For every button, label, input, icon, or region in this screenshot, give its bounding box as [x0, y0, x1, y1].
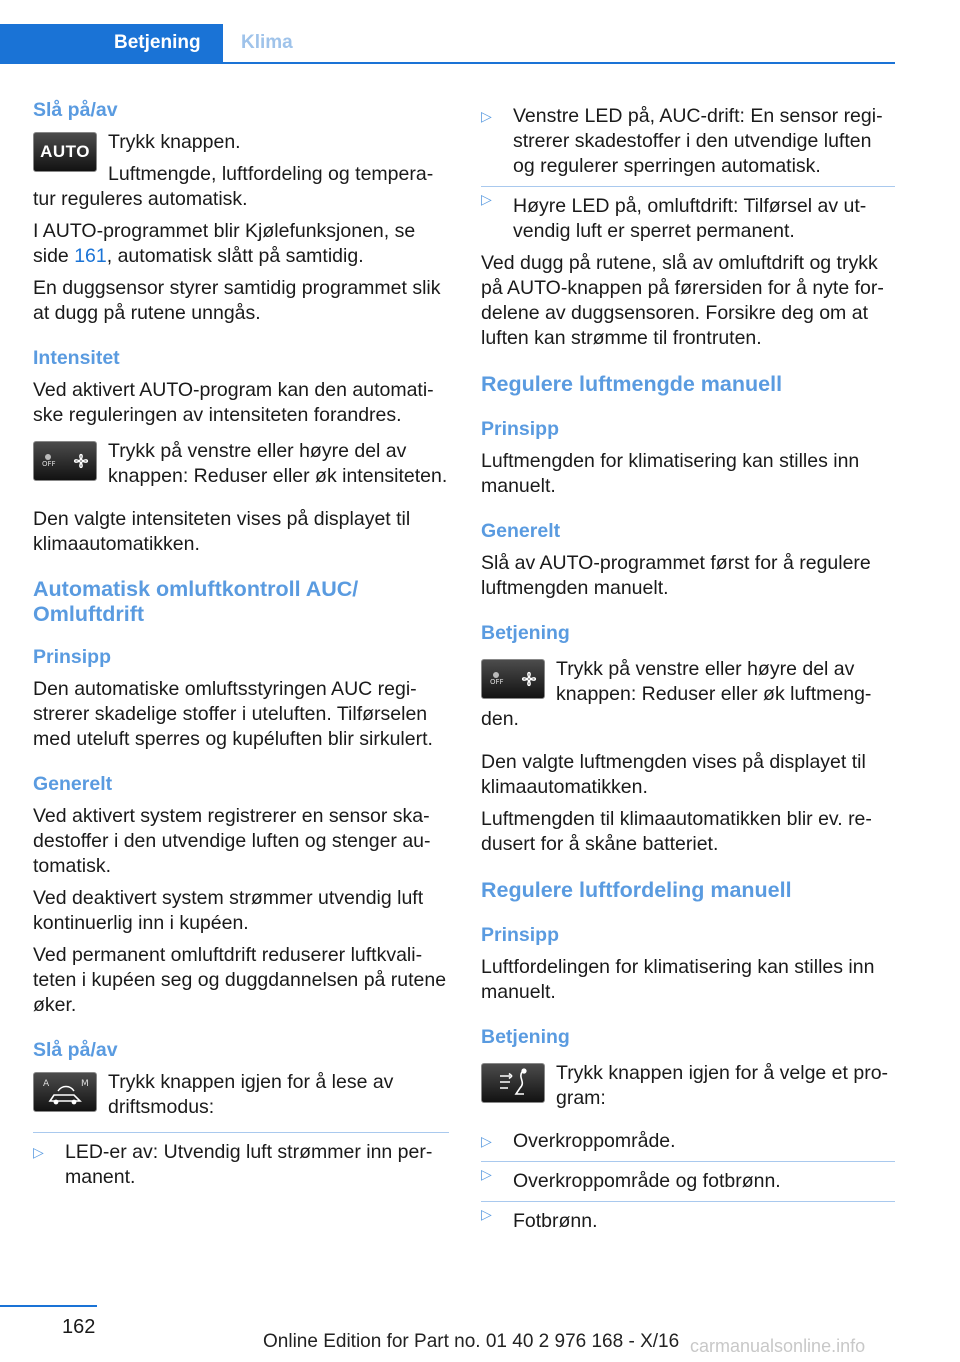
subheading-prinsipp: Prinsipp: [33, 646, 112, 668]
triangle-bullet-icon: ▷: [481, 191, 492, 207]
list-item: ▷ Høyre LED på, omluftdrift: Tilførsel av utvendig luft er sperret permanent.: [481, 186, 895, 244]
list-item: ▷ LED-er av: Utvendig luft strømmer inn permanent.: [33, 1141, 433, 1188]
paragraph: Luftmengden for klimatisering kan stilles inn manuelt.: [481, 450, 860, 497]
paragraph: En duggsensor styrer samtidig programmet slik at dugg på rutene unngås.: [33, 277, 441, 324]
paragraph: Ved aktivert AUTO-program kan den automatiske reguleringen av intensiteten forandres.: [33, 379, 434, 426]
paragraph: Luftmengde, luftfordeling og temperatur reguleres automatisk.: [33, 163, 434, 210]
subheading-prinsipp: Prinsipp: [481, 924, 560, 946]
paragraph: Trykk knappen.: [108, 131, 241, 153]
paragraph: Ved aktivert system registrerer en sensor skadestoffer i den utvendige luften og stenger automatisk.: [33, 805, 431, 877]
tab-klima[interactable]: Klima: [241, 32, 293, 53]
bullet-list-led: [33, 1132, 449, 1190]
left-column: [33, 98, 449, 1197]
triangle-bullet-icon: ▷: [481, 108, 492, 124]
page-number: 162: [62, 1316, 96, 1338]
svg-text:OFF: OFF: [490, 678, 504, 686]
svg-text:A: A: [43, 1079, 50, 1089]
list-item: ▷ Overkroppområde og fotbrønn.: [481, 1161, 895, 1194]
tab-betjening[interactable]: Betjening: [0, 24, 223, 62]
subheading-generelt: Generelt: [481, 520, 561, 542]
header-tabs: [0, 24, 895, 64]
subheading-betjening: Betjening: [481, 1026, 570, 1048]
paragraph: Ved permanent omluftdrift reduserer luftkvaliteten i kupéen seg og duggdannelsen på rutene øker.: [33, 944, 447, 1016]
bullet-list-programs: [481, 1129, 895, 1234]
heading-sla-pa-av: Slå på/av: [33, 99, 118, 121]
fan-button-row: [33, 439, 449, 489]
footer-edition: Online Edition for Part no. 01 40 2 976 168 - X/16: [263, 1331, 680, 1352]
bullet-list-auc: [481, 104, 895, 244]
paragraph: Ved dugg på rutene, slå av omluftdrift og trykk på AUTO-knappen på førersiden for å nyte fordelene av duggsensoren. Forsikre deg om at luften kan strømme til frontruten.: [481, 252, 884, 349]
recirc-button-row: [33, 1070, 449, 1120]
paragraph: Den valgte luftmengden vises på displayet til klimaautomatikken.: [481, 751, 866, 798]
paragraph: Luftfordelingen for klimatisering kan stilles inn manuelt.: [481, 956, 875, 1003]
list-item: ▷ Overkroppområde.: [481, 1130, 676, 1152]
triangle-bullet-icon: ▷: [481, 1133, 492, 1149]
airflow-button-row: [481, 1061, 895, 1111]
triangle-bullet-icon: ▷: [481, 1166, 492, 1182]
page-link-161[interactable]: 161: [74, 245, 107, 267]
paragraph: Trykk på venstre eller høyre del av knappen: Reduser eller øk luftmengden.: [481, 658, 872, 730]
right-column: [481, 104, 895, 1241]
auto-button-row: [33, 130, 449, 212]
paragraph: Trykk knappen igjen for å lese av driftsmodus:: [108, 1071, 394, 1118]
svg-text:M: M: [81, 1079, 89, 1089]
recirculation-button-icon: [33, 1072, 97, 1112]
paragraph: I AUTO-programmet blir Kjølefunksjonen, se side 161, automatisk slått på samtidig.: [33, 220, 416, 267]
paragraph: Trykk på venstre eller høyre del av knappen: Reduser eller øk intensiteten.: [108, 440, 448, 487]
watermark: carmanualsonline.info: [690, 1336, 866, 1356]
page-number-rule: [0, 1305, 97, 1307]
subheading-betjening: Betjening: [481, 622, 570, 644]
subheading-sla-pa-av: Slå på/av: [33, 1039, 118, 1061]
triangle-bullet-icon: ▷: [33, 1144, 44, 1160]
svg-text:OFF: OFF: [42, 460, 56, 468]
paragraph: Trykk knappen igjen for å velge et program:: [556, 1062, 889, 1109]
heading-intensitet: Intensitet: [33, 347, 120, 369]
subheading-generelt: Generelt: [33, 773, 113, 795]
paragraph: Luftmengden til klimaautomatikken blir ev. redusert for å skåne batteriet.: [481, 808, 872, 855]
fan-button-row: [481, 657, 895, 732]
air-distribution-button-icon: [481, 1063, 545, 1103]
heading-luftfordeling: Regulere luftfordeling manuell: [481, 878, 792, 902]
paragraph: Ved deaktivert system strømmer utvendig luft kontinuerlig inn i kupéen.: [33, 887, 424, 934]
paragraph: Den automatiske omluftsstyringen AUC registrerer skadelige stoffer i uteluften. Tilførselen med uteluft sperres og kupéluften blir sirkulert.: [33, 678, 433, 750]
paragraph: Den valgte intensiteten vises på displayet til klimaautomatikken.: [33, 508, 411, 555]
list-item: ▷ Fotbrønn.: [481, 1201, 895, 1234]
paragraph: Slå av AUTO-programmet først for å regulere luftmengden manuelt.: [481, 552, 871, 599]
auto-button-icon: AUTO: [33, 132, 97, 172]
heading-luftmengde: Regulere luftmengde manuell: [481, 372, 783, 396]
subheading-prinsipp: Prinsipp: [481, 418, 560, 440]
triangle-bullet-icon: ▷: [481, 1206, 492, 1222]
list-item: ▷ Venstre LED på, AUC-drift: En sensor registrerer skadestoffer i den utvendige luften og regulerer sperringen automatisk.: [481, 105, 883, 177]
fan-button-icon: [33, 441, 97, 481]
heading-auc: Automatisk omluftkontroll AUC/ Omluftdrift: [33, 577, 359, 626]
fan-button-icon: [481, 659, 545, 699]
